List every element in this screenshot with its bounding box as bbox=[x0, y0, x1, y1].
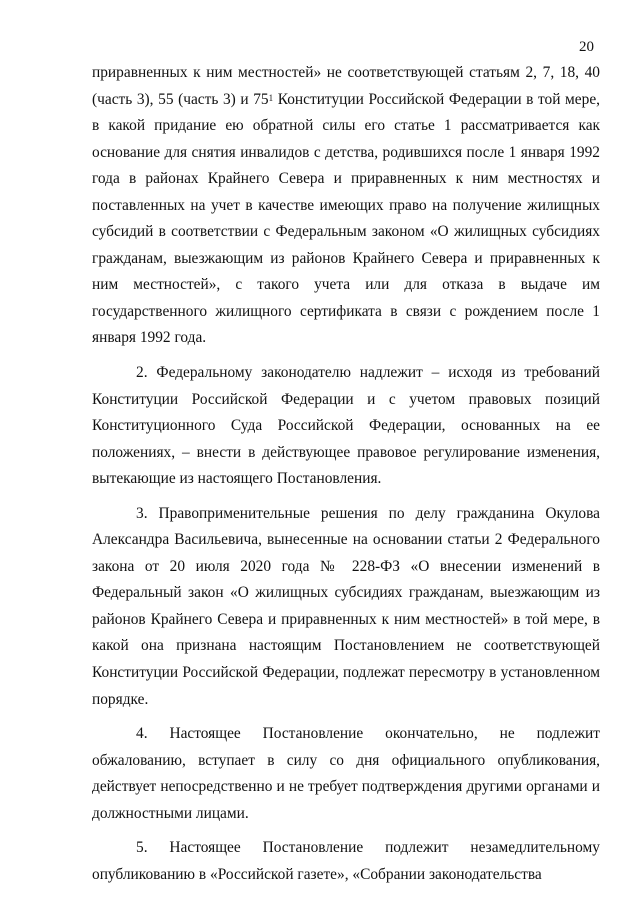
paragraph-continuation bbox=[92, 60, 600, 352]
paragraph-3: 3. Правоприменительные решения по делу гражданина Окулова Александра Васильевича, вынесенные на основании статьи 2 Федерального закона от 20 июля 2020 года № 228-ФЗ «О внесении изменений в Федеральный закон «О жилищных субсидиях гражданам, выезжающим из районов Крайнего Севера и приравненных к ним местностей» в той мере, в какой она признана настоящим Постановлением не соответствующей Конституции Российской Федерации, подлежат пересмотру в установленном порядке. bbox=[92, 504, 600, 708]
paragraph-continuation-text-end: Конституции Российской Федерации в той мере, в какой придание ею обратной силы его статье 1 рассматривается как основание для снятия инвалидов с детства, родившихся после 1 января 1992 года в районах Крайнего Севера и приравненных к ним местностях и поставленных на учет в качестве имеющих право на получение жилищных субсидий в соответствии с Федеральным законом «О жилищных субсидиях гражданам, выезжающим из районов Крайнего Севера и приравненных к ним местностей», с такого учета или для отказа в выдаче им государственного жилищного сертификата в связи с рождением после 1 января 1992 года. bbox=[92, 90, 601, 347]
paragraph-2: 2. Федеральному законодателю надлежит – исходя из требований Конституции Российской Федерации и с учетом правовых позиций Конституционного Суда Российской Федерации, основанных на ее положениях, – внести в действующее правовое регулирование изменения, вытекающие из настоящего Постановления. bbox=[92, 364, 600, 488]
paragraph-5: 5. Настоящее Постановление подлежит незамедлительному опубликованию в «Российской газете», «Собрании законодательства bbox=[92, 839, 600, 883]
paragraph-4: 4. Настоящее Постановление окончательно, не подлежит обжалованию, вступает в силу со дня официального опубликования, действует непосредственно и не требует подтверждения другими органами и должностными лицами. bbox=[92, 725, 600, 822]
page-number: 20 bbox=[579, 39, 594, 55]
document-body bbox=[92, 60, 600, 888]
paragraph-continuation-text-start: приравненных к ним местностей» не соответствующей статьям 2, 7, 18, 40 (часть 3), 55 (часть 3) и 75 bbox=[92, 64, 600, 108]
article-superscript: 1 bbox=[268, 92, 274, 103]
